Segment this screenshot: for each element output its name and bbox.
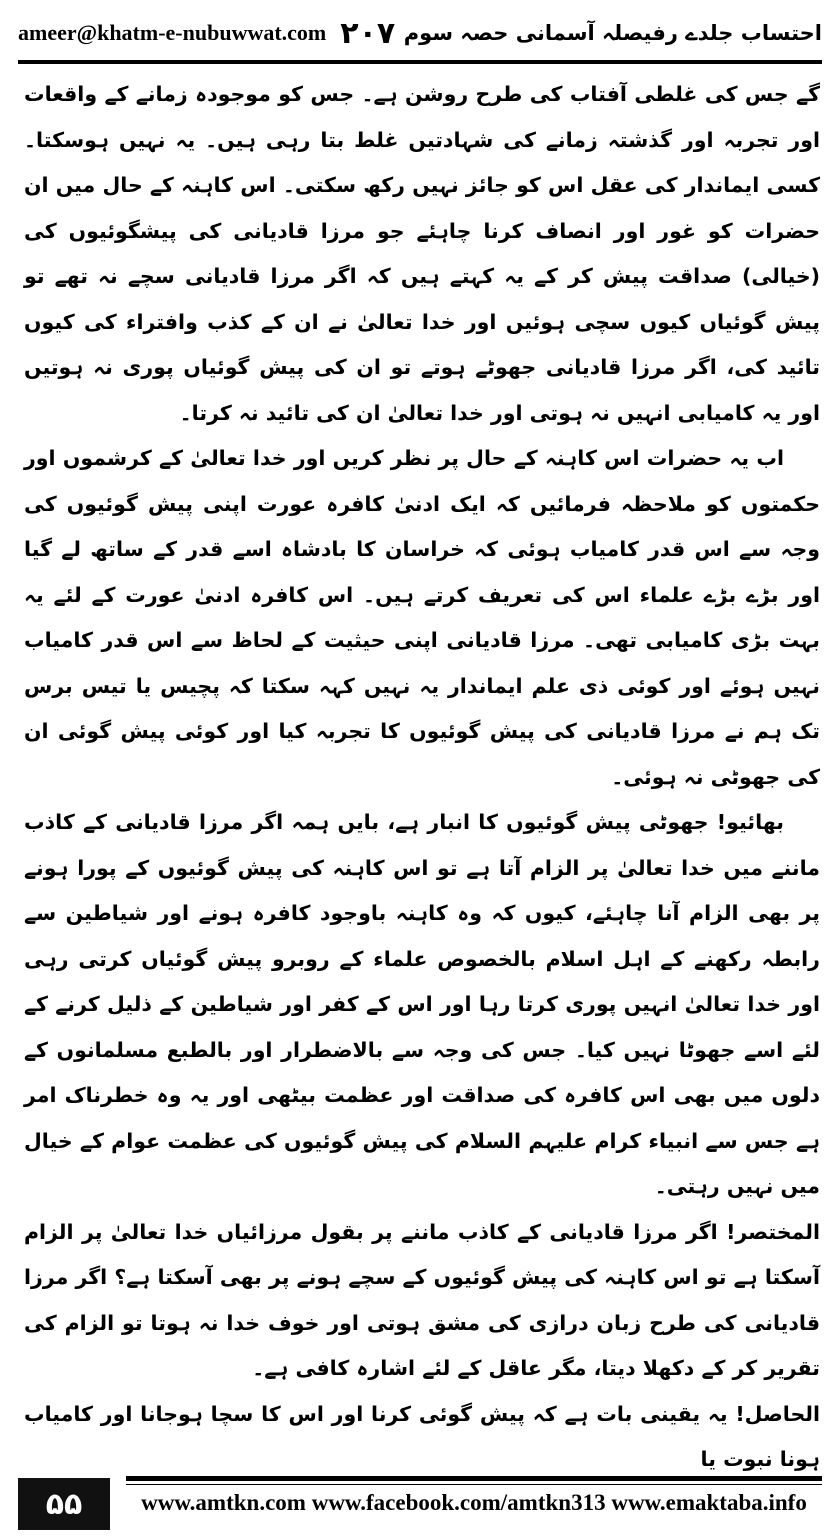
- paragraph-5: الحاصل! یہ یقینی بات ہے کہ پیش گوئی کرنا اور اس کا سچا ہوجانا اور کامیاب ہونا نبوت یا: [24, 1401, 820, 1471]
- paragraph-3: بھائیو! جھوٹی پیش گوئیوں کا انبار ہے، بایں ہمہ اگر مرزا قادیانی کے کاذب ماننے میں خدا تعالیٰ پر الزام آتا ہے تو اس کاہنہ کی پیش گوئیوں کے پورا ہونے پر بھی الزام آنا چاہئے، کیوں کہ وہ کاہنہ باوجود کافرہ ہونے اور شیاطین سے رابطہ رکھنے کے اہل اسلام بالخصوص علماء کے روبرو پیش گوئیاں کرتی رہی اور خدا تعالیٰ انہیں پوری کرتا رہا اور اس کے کفر اور شیاطین کے ذلیل کرنے کے لئے اسے جھوٹا نہیں کیا۔ جس کی وجہ سے بالاضطرار اور بالطبع مسلمانوں کے دلوں میں بھی اس کافرہ کی صداقت اور عظمت بیٹھی اور یہ وہ خطرناک امر ہے جس سے انبیاء کرام علیہم السلام کی پیش گوئیوں کی عظمت عوام کے خیال میں نہیں رہتی۔: [24, 810, 820, 1198]
- header-email[interactable]: ameer@khatm-e-nubuwwat.com: [18, 20, 327, 45]
- header-rule: [18, 60, 822, 64]
- paragraph-1: گے جس کی غلطی آفتاب کی طرح روشن ہے۔ جس کو موجودہ زمانے کے واقعات اور تجربہ اور گذشتہ زمانے کی شہادتیں غلط بتا رہی ہیں۔ یہ نہیں ہوسکتا۔ کسی ایماندار کی عقل اس کو جائز نہیں رکھ سکتی۔ اس کاہنہ کے حال میں ان حضرات کو غور اور انصاف کرنا چاہئے جو مرزا قادیانی کی پیشگوئیوں کی (خیالی) صداقت پیش کر کے یہ کہتے ہیں کہ اگر مرزا قادیانی سچے نہ تھے تو پیش گوئیاں کیوں سچی ہوئیں اور خدا تعالیٰ نے ان کے کذب وافتراء کی کیوں تائید کی، اگر مرزا قادیانی جھوٹے ہوتے تو ان کی پیش گوئیاں پوری نہ ہوتیں اور یہ کامیابی انہیں نہ ہوتی اور خدا تعالیٰ ان کی تائید نہ کرتا۔: [24, 82, 820, 425]
- header-left-group: [18, 16, 395, 51]
- paragraph-2: اب یہ حضرات اس کاہنہ کے حال پر نظر کریں اور خدا تعالیٰ کے کرشموں اور حکمتوں کو ملاحظہ فرمائیں کہ ایک ادنیٰ کافرہ عورت اپنی پیش گوئیوں کی وجہ سے اس قدر کامیاب ہوئی کہ خراسان کا بادشاہ اسے قدر کے ساتھ لے گیا اور بڑے بڑے علماء اس کی تعریف کرتے ہیں۔ اس کافرہ ادنیٰ عورت کے لئے یہ بہت بڑی کامیابی تھی۔ مرزا قادیانی اپنی حیثیت کے لحاظ سے اس قدر کامیاب نہیں ہوئے اور کوئی ذی علم ایماندار یہ نہیں کہہ سکتا کہ پچیس یا تیس برس تک ہم نے مرزا قادیانی کی پیش گوئیوں کا تجربہ کیا اور کوئی پیش گوئی ان کی جھوٹی نہ ہوئی۔: [24, 446, 820, 789]
- footer-links[interactable]: www.amtkn.com www.facebook.com/amtkn313 www.emaktaba.info: [141, 1490, 807, 1515]
- footer-rule: [126, 1476, 822, 1481]
- running-title: احتساب جلدے رفیصلہ آسمانی حصہ سوم: [403, 21, 822, 45]
- footer-rule-thin: [126, 1484, 822, 1485]
- paragraph-4: المختصر! اگر مرزا قادیانی کے کاذب ماننے پر بقول مرزائیاں خدا تعالیٰ پر الزام آسکتا ہے تو اس کاہنہ کی پیش گوئیوں کے سچے ہونے پر بھی آسکتا ہے؟ اگر مرزا قادیانی کی طرح زبان درازی کی مشق ہوتی اور خوف خدا نہ ہوتا تو الزام کی تقریر کر کے دکھلا دیتا، مگر عاقل کے لئے اشارہ کافی ہے۔: [24, 1219, 820, 1380]
- page-number: ۲۰۷: [340, 15, 396, 51]
- book-number-badge: ۵۵: [18, 1478, 110, 1530]
- page-footer: [18, 1476, 822, 1534]
- page-body: [24, 72, 820, 1471]
- page-header: [18, 10, 822, 56]
